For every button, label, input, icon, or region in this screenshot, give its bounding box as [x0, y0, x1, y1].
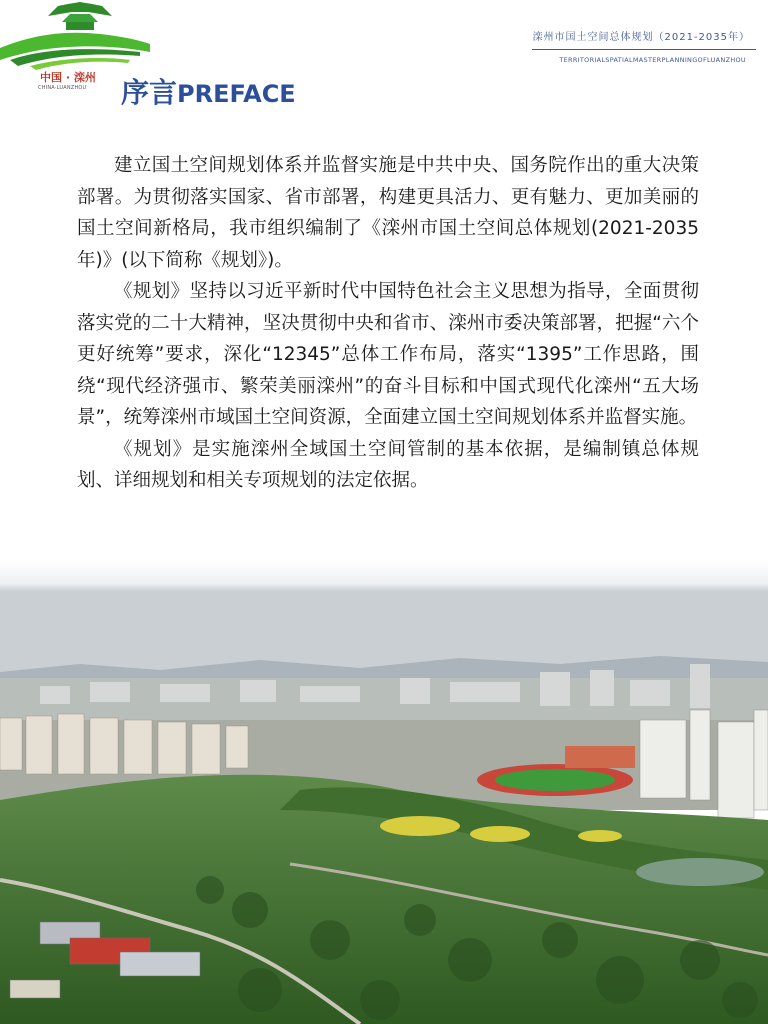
preface-body — [77, 150, 699, 497]
section-heading — [121, 76, 296, 109]
aerial-city-photo — [0, 560, 768, 1024]
section-title-zh: 序言 — [121, 76, 178, 109]
paragraph-3: 《规划》是实施滦州全域国土空间管制的基本依据，是编制镇总体规划、详细规划和相关专项规划的法定依据。 — [77, 438, 699, 491]
document-title: 滦州市国土空间总体规划（2021-2035年） — [532, 32, 750, 43]
logo-text: 中国 · 滦州 — [40, 71, 96, 84]
paragraph-2: 《规划》坚持以习近平新时代中国特色社会主义思想为指导，全面贯彻落实党的二十大精神，坚决贯彻中央和省市、滦州市委决策部署，把握“六个更好统筹”要求，深化“12345”总体工作布局，落实“1395”工作思路，围绕“现代经济强市、繁荣美丽滦州”的奋斗目标和中国式现代化滦州“五大场景”，统筹滦州市域国土空间资源，全面建立国土空间规划体系并监督实施。 — [77, 281, 699, 428]
header-divider — [532, 49, 756, 50]
document-subtitle: TERRITORIALSPATIALMASTERPLANNINGOFLUANZHOU — [559, 56, 746, 64]
section-title-en: PREFACE — [177, 80, 296, 108]
paragraph-1: 建立国土空间规划体系并监督实施是中共中央、国务院作出的重大决策部署。为贯彻落实国家、省市部署，构建更具活力、更有魅力、更加美丽的国土空间新格局，我市组织编制了《滦州市国土空间总体规划(2021-2035年)》(以下简称《规划》)。 — [77, 155, 699, 271]
logo-subtext: CHINA·LUANZHOU — [38, 85, 87, 91]
